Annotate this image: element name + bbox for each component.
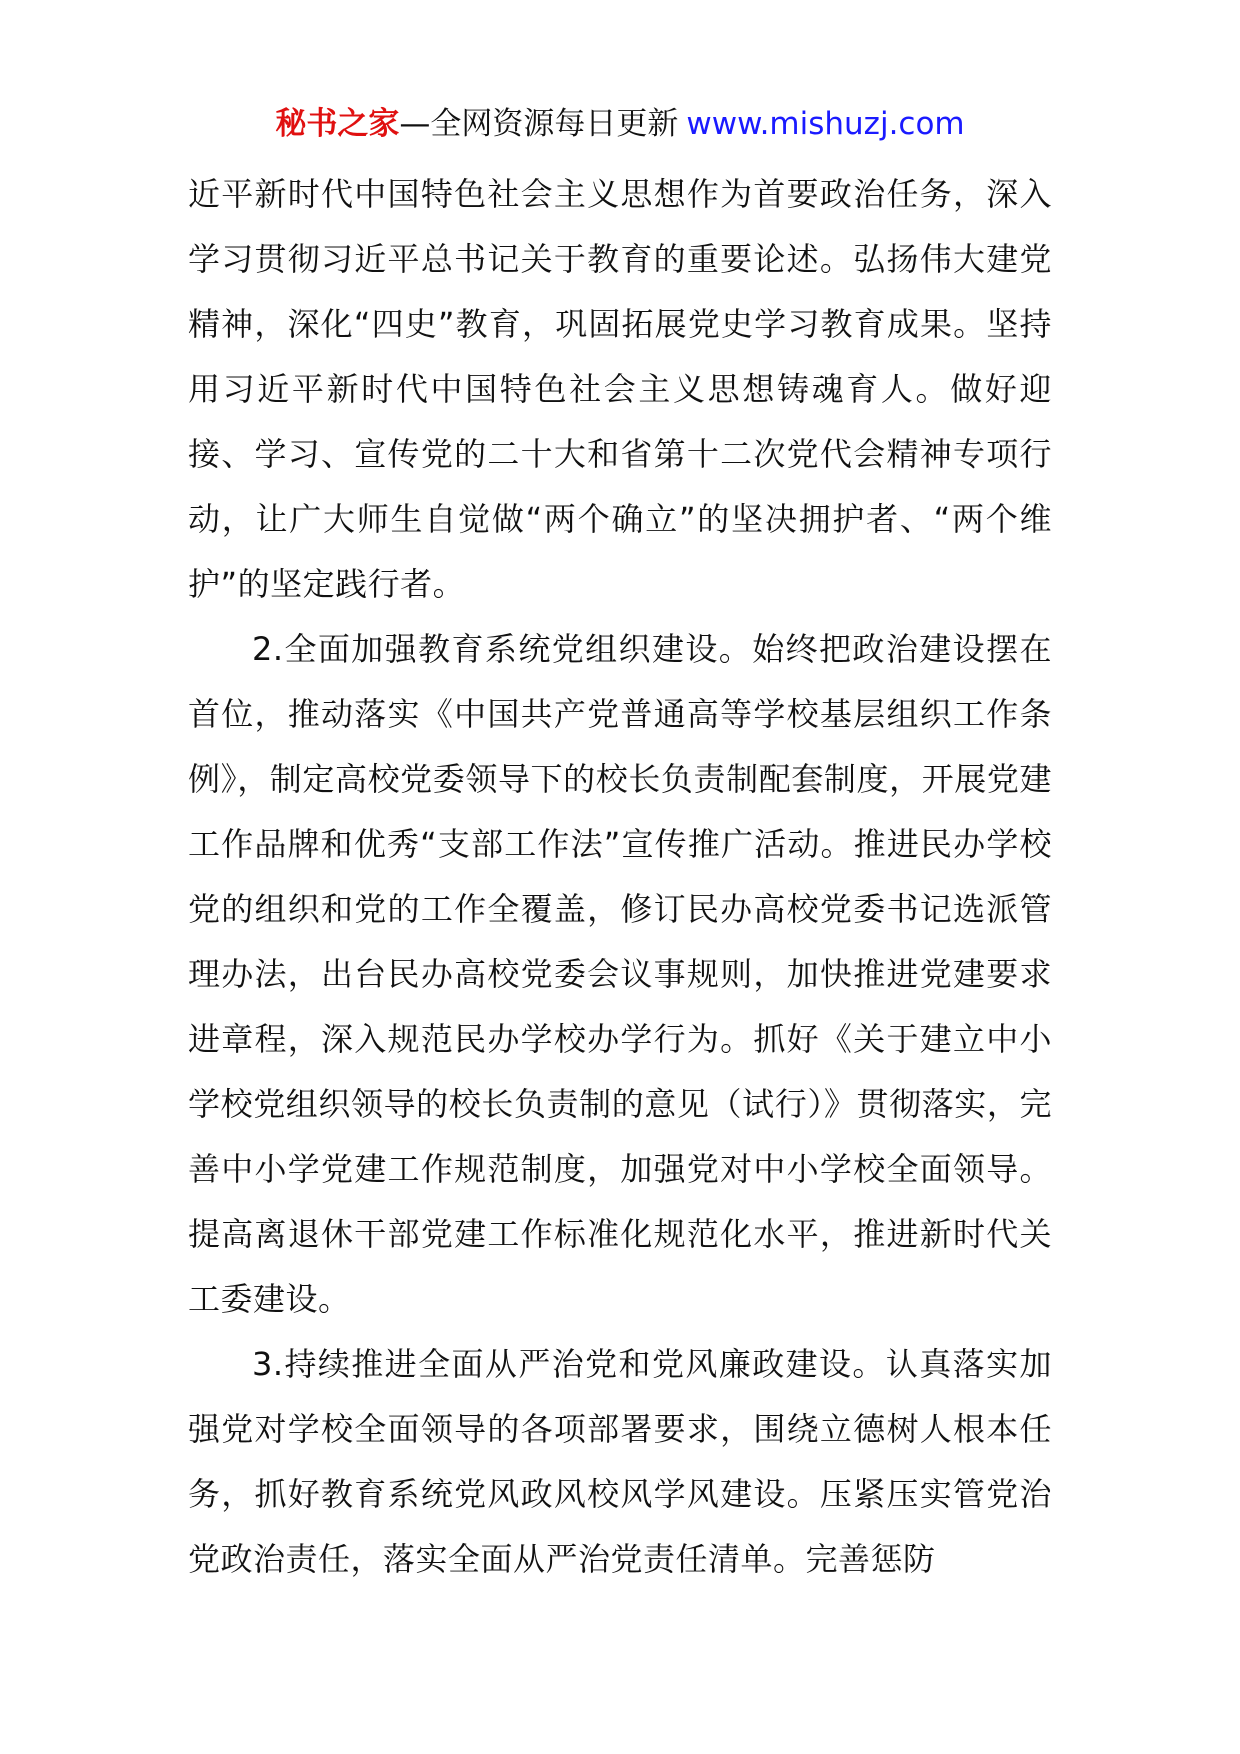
brand-name: 秘书之家 [275,106,400,142]
paragraph-section-3: 3.持续推进全面从严治党和党风廉政建设。认真落实加强党对学校全面领导的各项部署要求，围绕立德树人根本任务，抓好教育系统党风政风校风学风建设。压紧压实管党治党政治责任，落实全面从严治党责任清单。完善惩防 [188,1345,1052,1578]
site-header [0,104,1240,144]
paragraph-continuation: 近平新时代中国特色社会主义思想作为首要政治任务，深入学习贯彻习近平总书记关于教育的重要论述。弘扬伟大建党精神，深化“四史”教育，巩固拓展党史学习教育成果。坚持用习近平新时代中国特色社会主义思想铸魂育人。做好迎接、学习、宣传党的二十大和省第十二次党代会精神专项行动，让广大师生自觉做“两个确立”的坚决拥护者、“两个维护”的坚定践行者。 [188,175,1052,603]
paragraph-section-2: 2.全面加强教育系统党组织建设。始终把政治建设摆在首位，推动落实《中国共产党普通高等学校基层组织工作条例》，制定高校党委领导下的校长负责制配套制度，开展党建工作品牌和优秀“支部工作法”宣传推广活动。推进民办学校党的组织和党的工作全覆盖，修订民办高校党委书记选派管理办法，出台民办高校党委会议事规则，加快推进党建要求进章程，深入规范民办学校办学行为。抓好《关于建立中小学校党组织领导的校长负责制的意见（试行）》贯彻落实，完善中小学党建工作规范制度，加强党对中小学校全面领导。提高离退休干部党建工作标准化规范化水平，推进新时代关工委建设。 [188,630,1052,1318]
site-url-link[interactable]: www.mishuzj.com [686,106,965,142]
document-body [188,162,1052,1592]
header-tagline: —全网资源每日更新 [399,106,679,142]
